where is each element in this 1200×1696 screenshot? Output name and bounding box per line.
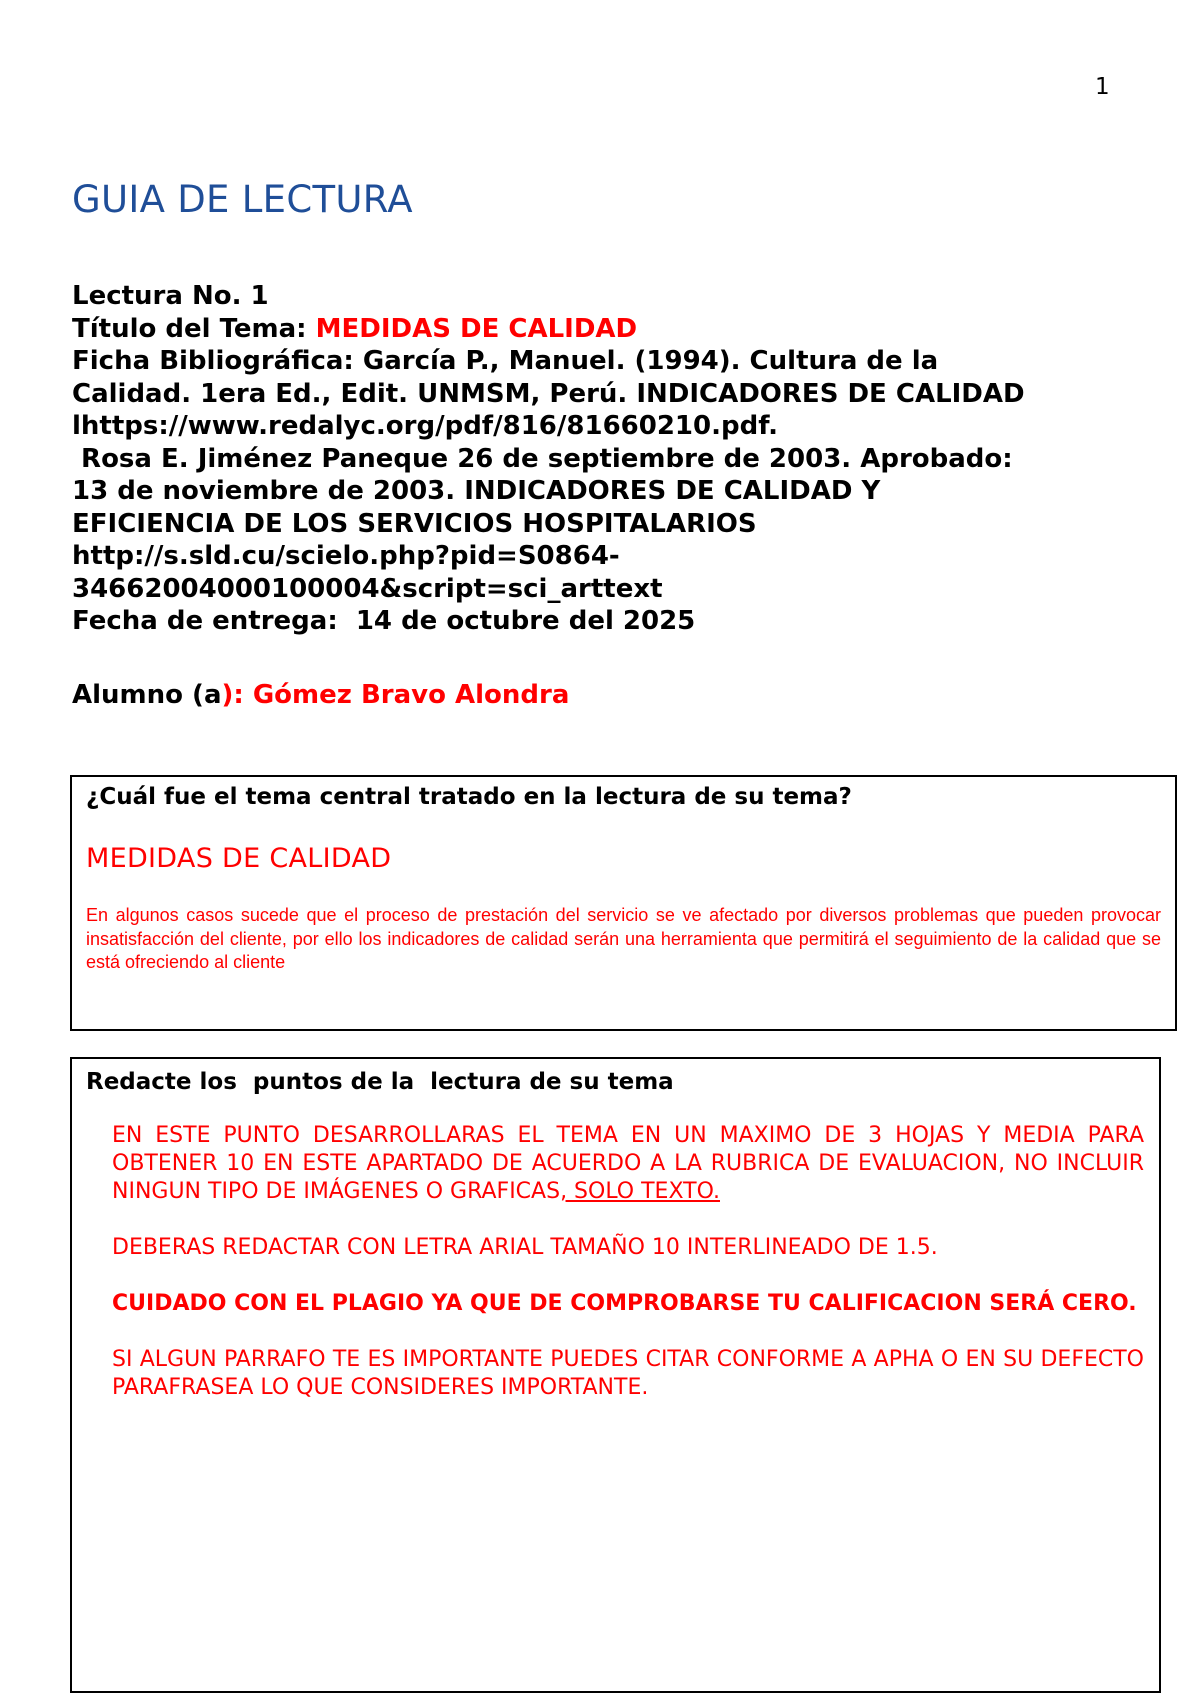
topic-label: Título del Tema: — [72, 313, 316, 344]
bibliography-line: Calidad. 1era Ed., Edit. UNMSM, Perú. INDICADORES DE CALIDAD — [72, 378, 1025, 409]
topic-value: MEDIDAS DE CALIDAD — [315, 313, 638, 344]
reading-points-question: Redacte los puntos de la lectura de su tema — [86, 1069, 674, 1095]
reading-number: Lectura No. 1 — [72, 281, 269, 311]
bibliography-line: lhttps://www.redalyc.org/pdf/816/81660210.pdf. — [72, 411, 778, 441]
instruction-format: DEBERAS REDACTAR CON LETRA ARIAL TAMAÑO 10 INTERLINEADO DE 1.5. — [112, 1235, 938, 1260]
instructions — [112, 1122, 1144, 1430]
instruction-text-only: , SOLO TEXTO. — [560, 1179, 720, 1204]
reading-metadata — [72, 280, 1132, 638]
bibliography-line: EFICIENCIA DE LOS SERVICIOS HOSPITALARIOS — [72, 508, 757, 539]
topic-line — [72, 313, 1132, 346]
reading-points-box — [70, 1057, 1161, 1693]
student-label: Alumno (a — [72, 680, 222, 710]
bibliography-line: Ficha Bibliográfica: García P., Manuel. (1994). Cultura de la — [72, 346, 939, 376]
bibliography-line: 34662004000100004&script=sci_arttext — [72, 573, 663, 604]
instruction-plagiarism: CUIDADO CON EL PLAGIO YA QUE DE COMPROBARSE TU CALIFICACION SERÁ CERO. — [112, 1291, 1137, 1316]
instruction-paragraph — [112, 1122, 1144, 1206]
guide-title: GUIA DE LECTURA — [72, 178, 413, 221]
page-number: 1 — [1095, 74, 1110, 100]
student-line — [72, 680, 569, 710]
bibliography-line: http://s.sld.cu/scielo.php?pid=S0864- — [72, 541, 620, 571]
central-topic-question: ¿Cuál fue el tema central tratado en la lectura de su tema? — [86, 784, 852, 810]
central-topic-box — [70, 775, 1177, 1031]
student-label-end: ): — [221, 680, 253, 710]
central-topic-answer-text: En algunos casos sucede que el proceso de prestación del servicio se ve afectado por diversos problemas que pueden provocar insatisfacción del cliente, por ello los indicadores de calidad serán una herramienta que permitirá el seguimiento de la calidad que se está ofreciendo al cliente — [86, 905, 1161, 972]
instruction-citation: SI ALGUN PARRAFO TE ES IMPORTANTE PUEDES CITAR CONFORME A APHA O EN SU DEFECTO PARAFRASEA LO QUE CONSIDERES IMPORTANTE. — [112, 1347, 1144, 1400]
bibliography-line: Rosa E. Jiménez Paneque 26 de septiembre de 2003. Aprobado: — [72, 443, 1013, 474]
instruction-extent: EN ESTE PUNTO DESARROLLARAS EL TEMA EN UN MAXIMO DE 3 HOJAS Y MEDIA PARA OBTENER 10 EN ESTE APARTADO DE ACUERDO A LA RUBRICA DE EVALUACION, NO INCLUIR NINGUN TIPO DE IMÁGENES O GRAFICAS — [112, 1123, 1144, 1204]
central-topic-answer-title: MEDIDAS DE CALIDAD — [86, 843, 392, 874]
bibliography-line: 13 de noviembre de 2003. INDICADORES DE CALIDAD Y — [72, 476, 881, 506]
due-date: Fecha de entrega: 14 de octubre del 2025 — [72, 606, 696, 636]
student-name: Gómez Bravo Alondra — [252, 680, 570, 710]
